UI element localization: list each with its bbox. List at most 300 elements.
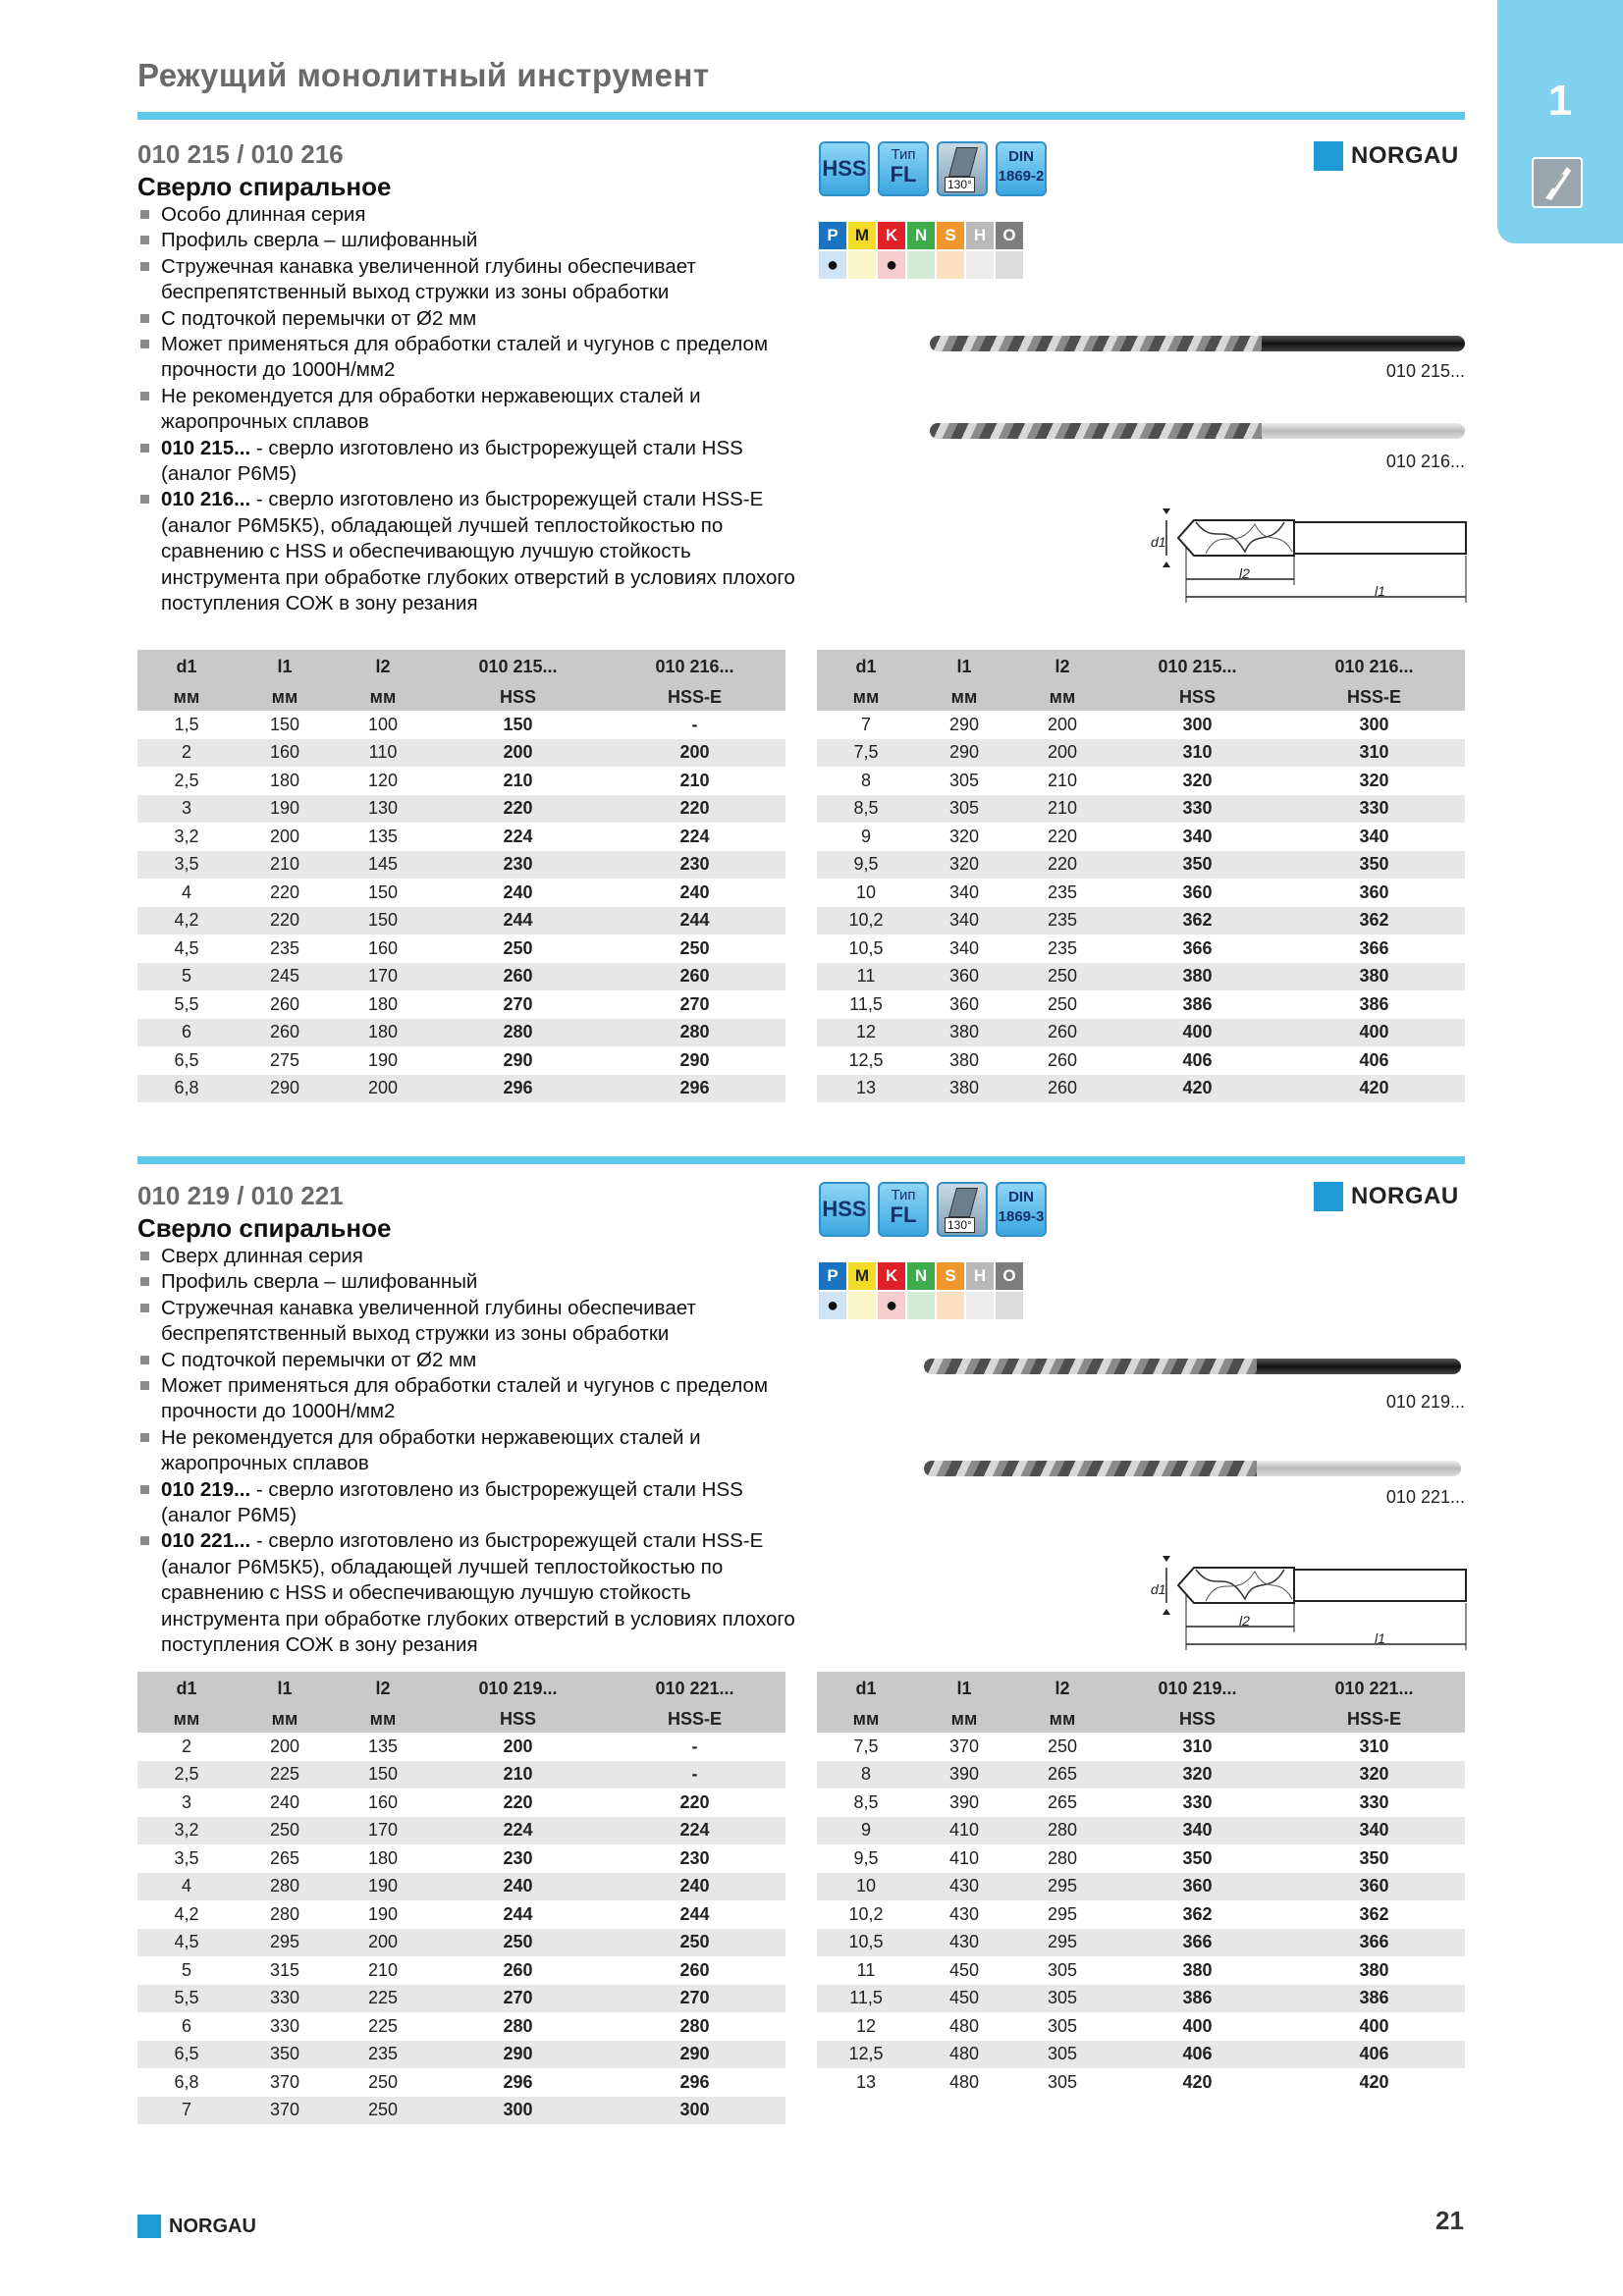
- dimension-label-l2: l2: [1239, 1613, 1250, 1629]
- table-cell: 260: [1047, 1049, 1078, 1070]
- table-row: [817, 934, 1465, 963]
- table-row: [817, 795, 1465, 824]
- table-cell: 150: [367, 881, 399, 902]
- table-cell: 366: [1359, 937, 1389, 958]
- table-row: [137, 2012, 785, 2041]
- table-cell: 340: [1182, 826, 1213, 846]
- drill-flute: [930, 423, 1262, 439]
- table-cell: 480: [948, 2071, 980, 2092]
- table-cell: 430: [948, 1903, 980, 1924]
- table-cell: 7: [137, 2097, 236, 2125]
- feature-text: - сверло изготовлено из быстрорежущей стали HSS (аналог Р6М5): [161, 1477, 743, 1527]
- feature-text: Не рекомендуется для обработки нержавеющих сталей и жаропрочных сплавов: [161, 384, 701, 434]
- table-cell: 386: [1283, 1985, 1465, 2013]
- column-unit: мм: [334, 1705, 432, 1733]
- feature-text: С подточкой перемычки от Ø2 мм: [161, 1348, 477, 1371]
- din-badge: [996, 141, 1047, 196]
- table-cell: 160: [236, 739, 334, 768]
- column-header: l1: [915, 1672, 1013, 1705]
- table-cell: 224: [432, 1817, 604, 1845]
- table-cell: 380: [1283, 963, 1465, 991]
- column-unit: мм: [817, 1705, 915, 1733]
- table-cell: 170: [334, 1817, 432, 1845]
- iso-suitability-mark: [996, 1292, 1023, 1319]
- table-cell: 225: [236, 1761, 334, 1789]
- table-cell: 4,5: [174, 937, 199, 958]
- table-cell: 340: [1283, 1817, 1465, 1845]
- column-header: 010 216...: [604, 650, 785, 683]
- table-cell: 360: [948, 993, 980, 1014]
- table-cell: 230: [432, 851, 604, 880]
- table-cell: 320: [1182, 770, 1213, 790]
- table-cell: 260: [679, 1959, 710, 1980]
- table-row: [137, 1789, 785, 1817]
- table-cell: 280: [269, 1903, 300, 1924]
- size-table: [137, 650, 785, 1102]
- table-cell: 150: [334, 1761, 432, 1789]
- table-row: [817, 2012, 1465, 2041]
- table-cell: 320: [1111, 1761, 1283, 1789]
- table-cell: 12: [817, 1019, 915, 1047]
- table-cell: 265: [1047, 1791, 1078, 1812]
- table-cell: 10: [817, 1873, 915, 1901]
- table-cell: 300: [432, 2097, 604, 2125]
- iso-suitability-mark: [937, 1292, 964, 1319]
- feature-item: [137, 384, 805, 436]
- table-cell: 200: [269, 826, 300, 846]
- iso-suitability-mark: [996, 251, 1023, 279]
- column-unit: мм: [137, 683, 236, 711]
- table-cell: 260: [1013, 1019, 1111, 1047]
- table-cell: 3: [181, 1791, 191, 1812]
- table-cell: 386: [1359, 993, 1389, 1014]
- table-cell: 10,5: [848, 937, 884, 958]
- header-rule: [137, 112, 1465, 120]
- table-cell: 360: [1359, 881, 1389, 902]
- table-cell: 10: [855, 881, 877, 902]
- table-cell: 10,2: [848, 1903, 884, 1924]
- table-cell: 290: [679, 1049, 710, 1070]
- feature-code: 010 221...: [161, 1529, 251, 1553]
- table-cell: 360: [1111, 1873, 1283, 1901]
- column-unit: мм: [1013, 1705, 1111, 1733]
- table-row: [817, 711, 1465, 739]
- table-cell: 240: [679, 881, 710, 902]
- table-cell: 370: [948, 1735, 980, 1756]
- table-cell: 350: [1182, 1847, 1213, 1868]
- feature-text: Стружечная канавка увеличенной глубины обеспечивает беспрепятственный выход стружки из зоны обработки: [161, 1296, 696, 1346]
- table-cell: 410: [915, 1817, 1013, 1845]
- hss-badge: HSS: [819, 141, 870, 196]
- table-row: [137, 1046, 785, 1075]
- feature-text: Сверх длинная серия: [161, 1245, 363, 1267]
- column-header: l1: [915, 650, 1013, 683]
- feature-item: [137, 1528, 805, 1658]
- table-cell: 220: [679, 1791, 710, 1812]
- feature-item: [137, 1477, 805, 1529]
- table-cell: 380: [1182, 1959, 1213, 1980]
- brand-logo: [1314, 141, 1459, 171]
- table-cell: 280: [679, 2015, 710, 2036]
- brand-name: NORGAU: [1351, 142, 1459, 169]
- column-unit: мм: [236, 683, 334, 711]
- size-table: [137, 1672, 785, 2124]
- feature-item: [137, 254, 805, 306]
- column-header: d1: [817, 650, 915, 683]
- table-cell: 244: [604, 907, 785, 935]
- table-cell: 12,5: [848, 1049, 884, 1070]
- table-cell: 300: [1359, 714, 1389, 734]
- table-cell: 210: [367, 1959, 399, 1980]
- table-cell: 300: [604, 2097, 785, 2125]
- feature-text: - сверло изготовлено из быстрорежущей стали HSS (аналог Р6М5): [161, 436, 743, 486]
- table-cell: 340: [1111, 1817, 1283, 1845]
- table-row: [817, 1761, 1465, 1789]
- brand-name: NORGAU: [1351, 1183, 1459, 1209]
- table-cell: 13: [855, 2071, 877, 2092]
- table-cell: 210: [1047, 770, 1078, 790]
- feature-text: - сверло изготовлено из быстрорежущей стали HSS-E (аналог Р6М5К5), обладающей лучшей теплостойкостью по сравнению с HSS и обеспечивающую лучшую стойкость инструмента при обработке глубоких отверстий в условиях плохого поступления СОЖ в зону резания: [161, 488, 795, 615]
- feature-text: Профиль сверла – шлифованный: [161, 229, 478, 252]
- table-cell: 305: [1047, 1959, 1078, 1980]
- drill-photo: [930, 336, 1465, 351]
- table-cell: 8: [860, 770, 871, 790]
- table-cell: 235: [334, 2041, 432, 2069]
- table-row: [817, 851, 1465, 880]
- dimension-diagram: [1157, 1556, 1471, 1659]
- iso-letters-row: [819, 222, 1025, 249]
- table-cell: 190: [236, 795, 334, 824]
- table-row: [817, 1985, 1465, 2013]
- table-cell: 6: [137, 1019, 236, 1047]
- product-code: 010 215 / 010 216: [137, 139, 344, 169]
- table-row: [137, 1019, 785, 1047]
- table-cell: 1,5: [174, 714, 199, 734]
- drill-shank: [1262, 423, 1465, 439]
- angle-value: 130°: [945, 177, 975, 192]
- din-label: DIN: [1008, 1189, 1034, 1205]
- iso-letters-row: [819, 1262, 1025, 1290]
- table-cell: 390: [915, 1761, 1013, 1789]
- table-cell: 420: [1182, 2071, 1213, 2092]
- table-cell: 362: [1182, 1903, 1213, 1924]
- table-cell: 386: [1111, 1985, 1283, 2013]
- table-row: [817, 1019, 1465, 1047]
- iso-group-s: S: [937, 1262, 964, 1290]
- table-cell: 330: [1359, 1791, 1389, 1812]
- column-header: 010 216...: [1283, 650, 1465, 683]
- table-cell: 250: [503, 937, 533, 958]
- iso-group-p: P: [819, 222, 846, 249]
- table-row: [137, 1733, 785, 1761]
- table-cell: 8,5: [817, 795, 915, 824]
- table-cell: 135: [367, 826, 399, 846]
- iso-group-m: M: [848, 1262, 876, 1290]
- feature-code: 010 219...: [161, 1477, 251, 1501]
- column-unit: HSS: [1111, 1705, 1283, 1733]
- table-cell: 170: [334, 963, 432, 991]
- table-cell: 310: [1283, 739, 1465, 768]
- table-cell: 135: [367, 1735, 399, 1756]
- table-cell: 230: [503, 1847, 533, 1868]
- table-cell: 350: [1283, 851, 1465, 880]
- drill-tip-icon: [948, 147, 978, 177]
- dimension-label-l1: l1: [1375, 1630, 1385, 1646]
- table-row: [137, 934, 785, 963]
- table-cell: 260: [1013, 1075, 1111, 1103]
- feature-item: [137, 228, 805, 253]
- drill-flute: [930, 336, 1262, 351]
- table-row: [137, 907, 785, 935]
- chapter-number: 1: [1547, 77, 1573, 125]
- table-cell: 180: [334, 1019, 432, 1047]
- column-header: d1: [137, 1672, 236, 1705]
- table-row: [137, 2097, 785, 2125]
- iso-group-h: H: [966, 222, 994, 249]
- iso-suitability-mark: [848, 251, 876, 279]
- page-number: 21: [1435, 2206, 1464, 2235]
- feature-code: 010 215...: [161, 436, 251, 459]
- din-number: 1869-2: [998, 168, 1045, 185]
- column-header: 010 219...: [1111, 1672, 1283, 1705]
- table-cell: 235: [1013, 907, 1111, 935]
- table-cell: 220: [503, 1791, 533, 1812]
- table-cell: 280: [1047, 1847, 1078, 1868]
- table-cell: 305: [915, 795, 1013, 824]
- column-header: l1: [236, 650, 334, 683]
- table-cell: 296: [503, 2071, 533, 2092]
- table-row: [817, 1075, 1465, 1103]
- din-label: DIN: [1008, 148, 1034, 165]
- table-row: [137, 990, 785, 1019]
- table-row: [137, 767, 785, 795]
- table-cell: 265: [1013, 1761, 1111, 1789]
- column-unit: мм: [137, 1705, 236, 1733]
- table-cell: 4: [137, 1873, 236, 1901]
- table-row: [137, 795, 785, 824]
- table-cell: 2: [137, 739, 236, 768]
- table-cell: 362: [1283, 907, 1465, 935]
- table-cell: 290: [432, 2041, 604, 2069]
- table-cell: 290: [915, 739, 1013, 768]
- feature-item: [137, 1425, 805, 1477]
- table-cell: 360: [1182, 881, 1213, 902]
- table-cell: 100: [367, 714, 399, 734]
- product-code: 010 219 / 010 221: [137, 1181, 344, 1210]
- table-cell: 5: [137, 963, 236, 991]
- column-unit: мм: [236, 1705, 334, 1733]
- table-cell: 260: [236, 1019, 334, 1047]
- chapter-tab[interactable]: [1497, 0, 1623, 243]
- table-cell: 11,5: [817, 1985, 915, 2013]
- table-row: [137, 1761, 785, 1789]
- table-cell: 366: [1182, 937, 1213, 958]
- table-cell: 330: [269, 2015, 300, 2036]
- table-cell: 270: [503, 993, 533, 1014]
- drill-article-label: 010 219...: [1385, 1392, 1465, 1412]
- table-cell: 430: [915, 1873, 1013, 1901]
- table-cell: 296: [604, 1075, 785, 1103]
- footer-brand: [137, 2215, 256, 2238]
- column-header: d1: [137, 650, 236, 683]
- table-cell: 110: [334, 739, 432, 768]
- table-cell: 6,5: [174, 1049, 199, 1070]
- table-cell: 280: [604, 1019, 785, 1047]
- iso-group-n: N: [907, 1262, 935, 1290]
- table-cell: 200: [1047, 714, 1078, 734]
- drill-shank: [1262, 336, 1465, 351]
- table-cell: 190: [367, 1903, 399, 1924]
- table-cell: 12: [855, 2015, 877, 2036]
- table-cell: 200: [432, 739, 604, 768]
- table-cell: 420: [1359, 2071, 1389, 2092]
- drill-flute: [924, 1359, 1257, 1374]
- table-cell: 3,5: [174, 1847, 199, 1868]
- table-cell: 400: [1182, 2015, 1213, 2036]
- table-cell: 9: [817, 1817, 915, 1845]
- spec-badges: [819, 141, 1047, 196]
- table-cell: 190: [334, 1873, 432, 1901]
- feature-item: [137, 1348, 805, 1373]
- table-row: [137, 2068, 785, 2097]
- table-cell: 130: [334, 795, 432, 824]
- table-cell: 295: [236, 1929, 334, 1957]
- product-title: Сверло спиральное: [137, 1213, 392, 1243]
- table-cell: 244: [432, 907, 604, 935]
- table-cell: 220: [269, 881, 300, 902]
- table-row: [817, 1873, 1465, 1901]
- table-row: [817, 739, 1465, 768]
- type-fl-badge: [878, 141, 929, 196]
- product-title: Сверло спиральное: [137, 172, 392, 201]
- table-cell: 240: [503, 881, 533, 902]
- column-unit: мм: [915, 1705, 1013, 1733]
- table-cell: 420: [1283, 1075, 1465, 1103]
- iso-marks-row: [819, 1290, 1025, 1319]
- table-cell: -: [691, 714, 698, 734]
- table-cell: 11,5: [849, 993, 883, 1014]
- spec-badges: [819, 1182, 1047, 1237]
- feature-item: [137, 1373, 805, 1425]
- column-unit: мм: [817, 683, 915, 711]
- table-row: [137, 711, 785, 739]
- table-cell: 210: [1013, 795, 1111, 824]
- table-row: [817, 2068, 1465, 2097]
- table-cell: 260: [604, 963, 785, 991]
- table-cell: 260: [503, 1959, 533, 1980]
- table-cell: 235: [269, 937, 300, 958]
- table-cell: 360: [1283, 1873, 1465, 1901]
- table-cell: 366: [1283, 1929, 1465, 1957]
- table-row: [137, 1985, 785, 2013]
- table-cell: 280: [503, 2015, 533, 2036]
- table-cell: 240: [269, 1791, 300, 1812]
- feature-item: [137, 202, 805, 228]
- table-row: [137, 1817, 785, 1845]
- table-cell: 7,5: [853, 1735, 879, 1756]
- drill-flute: [924, 1461, 1257, 1476]
- table-row: [817, 1046, 1465, 1075]
- table-row: [817, 767, 1465, 795]
- drill-tip-icon: [948, 1188, 978, 1217]
- table-cell: 350: [1111, 851, 1283, 880]
- feature-text: - сверло изготовлено из быстрорежущей стали HSS-E (аналог Р6М5К5), обладающей лучшей теплостойкостью по сравнению с HSS и обеспечивающую лучшую стойкость инструмента при обработке глубоких отверстий в условиях плохого поступления СОЖ в зону резания: [161, 1529, 795, 1657]
- table-cell: 6,8: [174, 2071, 199, 2092]
- table-cell: 380: [1111, 963, 1283, 991]
- table-row: [137, 879, 785, 907]
- drill-photo: [924, 1461, 1461, 1476]
- dimension-label-l1: l1: [1375, 583, 1385, 599]
- column-header: l2: [1013, 1672, 1111, 1705]
- table-cell: 180: [367, 993, 399, 1014]
- table-cell: 3: [137, 795, 236, 824]
- din-number: 1869-3: [998, 1208, 1045, 1225]
- column-unit: HSS-E: [1283, 1705, 1465, 1733]
- feature-code: 010 216...: [161, 488, 251, 511]
- column-header: d1: [817, 1672, 915, 1705]
- table-cell: 230: [604, 851, 785, 880]
- table-cell: 9: [860, 826, 871, 846]
- table-cell: 290: [503, 1049, 533, 1070]
- table-cell: 390: [948, 1791, 980, 1812]
- table-cell: 220: [236, 907, 334, 935]
- table-cell: 330: [1283, 795, 1465, 824]
- table-cell: 220: [1047, 826, 1078, 846]
- table-cell: 250: [604, 1929, 785, 1957]
- table-cell: 13: [817, 1075, 915, 1103]
- table-cell: 4,2: [174, 1903, 199, 1924]
- table-cell: 6,8: [137, 1075, 236, 1103]
- iso-suitability-mark: [907, 1292, 935, 1319]
- table-cell: 340: [1359, 826, 1389, 846]
- iso-suitability-mark: ●: [878, 1292, 905, 1319]
- table-row: [137, 739, 785, 768]
- column-unit: мм: [915, 683, 1013, 711]
- feature-list: [137, 1244, 805, 1659]
- column-unit: HSS: [432, 683, 604, 711]
- drill-icon: [1532, 157, 1583, 208]
- column-header: 010 221...: [1283, 1672, 1465, 1705]
- brand-square-icon: [1314, 141, 1343, 171]
- dimension-label-d1: d1: [1151, 534, 1166, 550]
- feature-item: [137, 332, 805, 384]
- table-cell: 5,5: [174, 993, 199, 1014]
- column-unit: HSS: [432, 1705, 604, 1733]
- hss-badge: HSS: [819, 1182, 870, 1237]
- table-cell: 362: [1111, 907, 1283, 935]
- drill-photo: [930, 423, 1465, 439]
- section-rule: [137, 1156, 1465, 1164]
- type-label: Тип: [891, 146, 916, 163]
- column-header: l2: [334, 650, 432, 683]
- table-cell: 180: [367, 1847, 399, 1868]
- table-cell: 295: [1013, 1929, 1111, 1957]
- table-row: [137, 1956, 785, 1985]
- table-cell: 150: [334, 907, 432, 935]
- feature-text: Профиль сверла – шлифованный: [161, 1270, 478, 1294]
- table-cell: 210: [432, 1761, 604, 1789]
- table-cell: 10,2: [817, 907, 915, 935]
- iso-group-p: P: [819, 1262, 846, 1290]
- iso-group-s: S: [937, 222, 964, 249]
- table-cell: 190: [367, 1049, 399, 1070]
- feature-text: Стружечная канавка увеличенной глубины обеспечивает беспрепятственный выход стружки из зоны обработки: [161, 254, 696, 304]
- table-cell: 320: [948, 826, 980, 846]
- table-cell: 10,5: [817, 1929, 915, 1957]
- drill-article-label: 010 215...: [1385, 361, 1465, 381]
- feature-item: [137, 1244, 805, 1269]
- table-cell: 250: [334, 2097, 432, 2125]
